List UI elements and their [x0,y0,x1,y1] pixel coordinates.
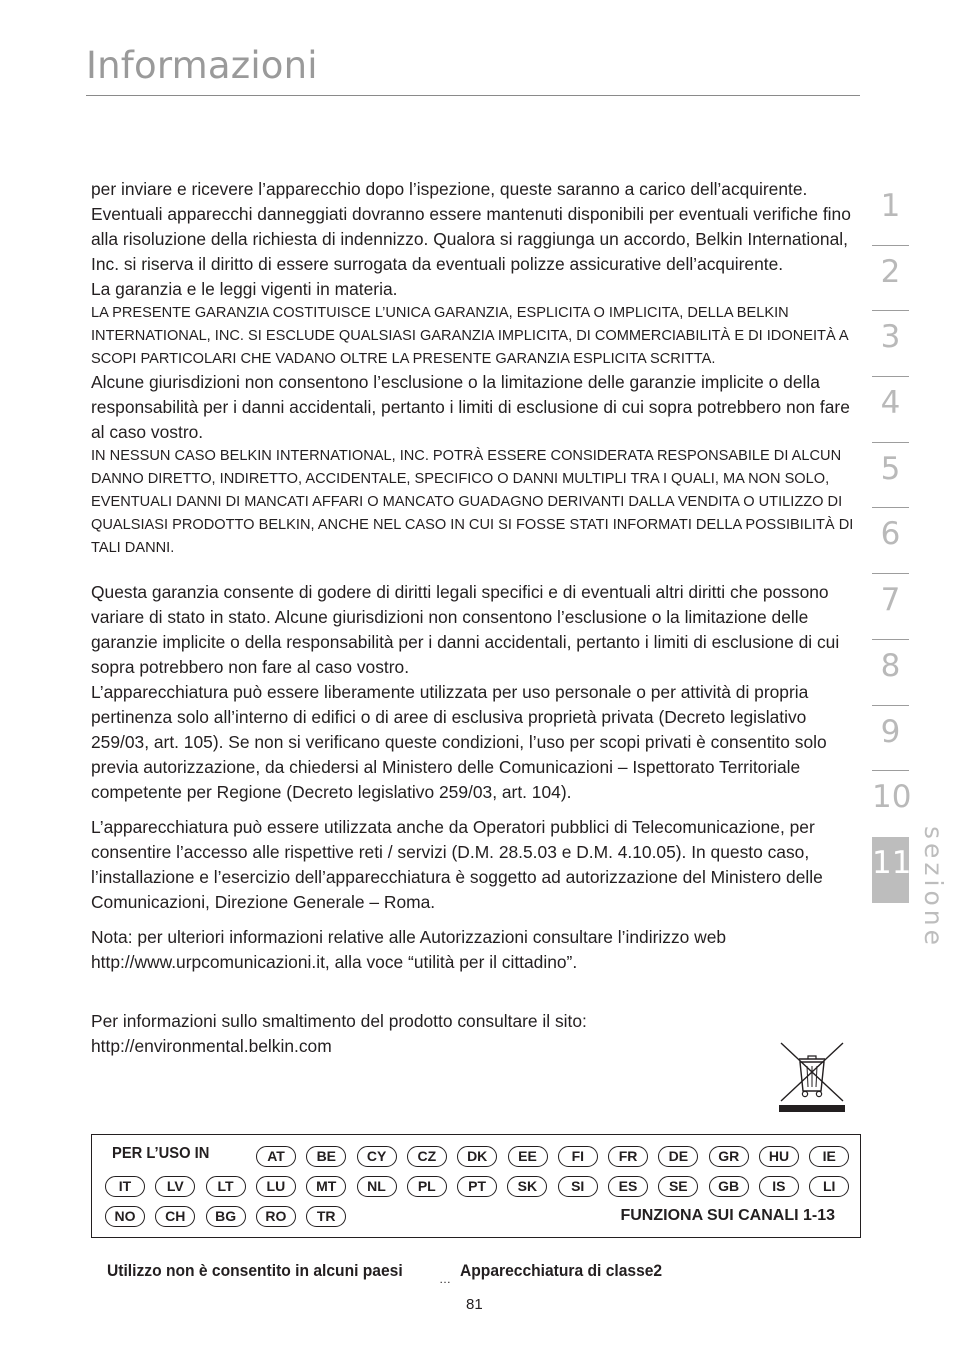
country-code-ee: EE [508,1146,548,1167]
country-code-at: AT [256,1146,296,1167]
country-code-de: DE [658,1146,698,1167]
country-code-it: IT [105,1176,145,1197]
paragraph-authorization-note: Nota: per ulteriori informazioni relative alle Autorizzazioni consultare l’indirizzo web http://www.urpcomunicazioni.it, alla voce “utilità per il cittadino”. [91,927,727,973]
paragraph-personal-use: L’apparecchiatura può essere liberamente utilizzata per uso personale o per attività di propria pertinenza solo all’interno di edifici o di aree di esclusiva proprietà privata (Decreto legislativo 259/03, art. 105). Se non si verificano queste condizioni, l’uso per scopi privati è consentito solo previa autorizzazione, da chiedersi al Ministero delle Comunicazioni – Ispettorato Territoriale competente per Regione (Decreto legislativo 259/03, art. 104). [91,682,827,803]
country-code-gb: GB [709,1176,749,1197]
country-code-ch: CH [155,1206,195,1227]
paragraph-implied-warranties: Alcune giurisdizioni non consentono l’esclusione o la limitazione delle garanzie implicite o della responsabilità per i danni accidentali, pertanto i limiti di esclusione di cui sopra potrebbero non fare al caso vostro. [91,372,850,443]
equipment-class-note: Apparecchiatura di classe2 [460,1261,663,1280]
channels-label: FUNZIONA SUI CANALI 1-13 [620,1207,835,1224]
header-divider [86,95,860,96]
country-code-es: ES [608,1176,648,1197]
usage-label: PER L’USO IN [112,1145,210,1162]
country-code-no: NO [105,1206,145,1227]
paragraph-public-operators: L’apparecchiatura può essere utilizzata anche da Operatori pubblici di Telecomunicazione, per consentire l’accesso alle rispettive reti / servizi (D.M. 28.5.03 e D.M. 4.10.05). In questo caso, l’installazione e l’esercizio dell’apparecchiatura è soggetto ad autorizzazione del Ministero delle Comunicazioni, Direzione Generale – Roma. [91,817,823,913]
body-text [91,177,866,1059]
country-usage-box [91,1134,861,1238]
country-code-pl: PL [407,1176,447,1197]
section-tab-4[interactable]: 4 [872,377,909,443]
country-code-si: SI [558,1176,598,1197]
paragraph-laws-heading: La garanzia e le leggi vigenti in materia. [91,279,398,299]
country-code-hu: HU [759,1146,799,1167]
country-code-lu: LU [256,1176,296,1197]
country-code-mt: MT [306,1176,346,1197]
country-code-is: IS [759,1176,799,1197]
country-code-fr: FR [608,1146,648,1167]
country-code-se: SE [658,1176,698,1197]
country-code-li: LI [809,1176,849,1197]
restriction-dots: … [439,1272,452,1286]
country-code-ie: IE [809,1146,849,1167]
country-code-cy: CY [357,1146,397,1167]
section-navigation [872,180,912,903]
paragraph-legal-rights: Questa garanzia consente di godere di diritti legali specifici e di eventuali altri diritti che possono variare di stato in stato. Alcune giurisdizioni non consentono l’esclusione o la limitazione delle garanzie implicite o della responsabilità per i danni accidentali, pertanto i limiti di esclusione di cui sopra potrebbero non fare al caso vostro. [91,582,840,678]
country-code-sk: SK [507,1176,547,1197]
paragraph-disposal-info: Per informazioni sullo smaltimento del prodotto consultare il sito: http://environmental.belkin.com [91,1011,587,1057]
section-tab-2[interactable]: 2 [872,246,909,312]
section-tab-10[interactable]: 10 [872,779,912,816]
country-code-be: BE [306,1146,346,1167]
section-tab-8[interactable]: 8 [872,640,909,706]
paragraph-exclusive-warranty: LA PRESENTE GARANZIA COSTITUISCE L’UNICA GARANZIA, ESPLICITA O IMPLICITA, DELLA BELKIN INTERNATIONAL, INC. SI ESCLUDE QUALSIASI GARANZIA IMPLICITA, DI COMMERCIABILITÀ E DI IDONEITÀ A SCOPI PARTICOLARI CHE VADANO OLTRE LA PRESENTE GARANZIA ESPLICITA SCRITTA. [91,305,848,367]
country-code-pt: PT [457,1176,497,1197]
country-code-lt: LT [206,1176,246,1197]
section-tab-3[interactable]: 3 [872,311,909,377]
country-code-tr: TR [306,1206,346,1227]
country-code-dk: DK [457,1146,497,1167]
crossed-out-wheelie-bin-icon [777,1041,847,1113]
section-tab-11-current[interactable]: 11 [872,837,909,903]
country-code-lv: LV [155,1176,195,1197]
section-tab-9[interactable]: 9 [872,706,909,772]
country-code-fi: FI [558,1146,598,1167]
country-code-nl: NL [357,1176,397,1197]
section-label: sezione [919,826,948,949]
section-tab-7[interactable]: 7 [872,574,909,640]
paragraph-repair-costs: per inviare e ricevere l’apparecchio dopo l’ispezione, queste saranno a carico dell’acquirente. Eventuali apparecchi danneggiati dovranno essere mantenuti disponibili per eventuali verifiche fino alla risoluzione della richiesta di indennizzo. Qualora si raggiunga un accordo, Belkin International, Inc. si riserva il diritto di essere surrogata da eventuali polizze assicurative dell’acquirente. [91,179,851,274]
restriction-note: Utilizzo non è consentito in alcuni paesi [107,1261,403,1280]
country-code-ro: RO [256,1206,296,1227]
country-code-bg: BG [206,1206,246,1227]
section-tab-1[interactable]: 1 [872,180,909,246]
country-code-cz: CZ [407,1146,447,1167]
paragraph-liability-limit: IN NESSUN CASO BELKIN INTERNATIONAL, INC. POTRÀ ESSERE CONSIDERATA RESPONSABILE DI ALCUN DANNO DIRETTO, INDIRETTO, ACCIDENTALE, SPECIFICO O DANNI MULTIPLI TRA I QUALI, MA NON SOLO, EVENTUALI DANNI DI MANCATI AFFARI O MANCATO GUADAGNO DERIVANTI DALLA VENDITA O UTILIZZO DI QUALSIASI PRODOTTO BELKIN, ANCHE NEL CASO IN CUI SI FOSSE STATI INFORMATI DELLA POSSIBILITÀ DI TALI DANNI. [91,448,854,556]
section-tab-5[interactable]: 5 [872,443,909,509]
section-tab-6[interactable]: 6 [872,508,909,574]
page-title: Informazioni [86,44,318,87]
page-number: 81 [466,1296,483,1313]
country-code-gr: GR [709,1146,749,1167]
